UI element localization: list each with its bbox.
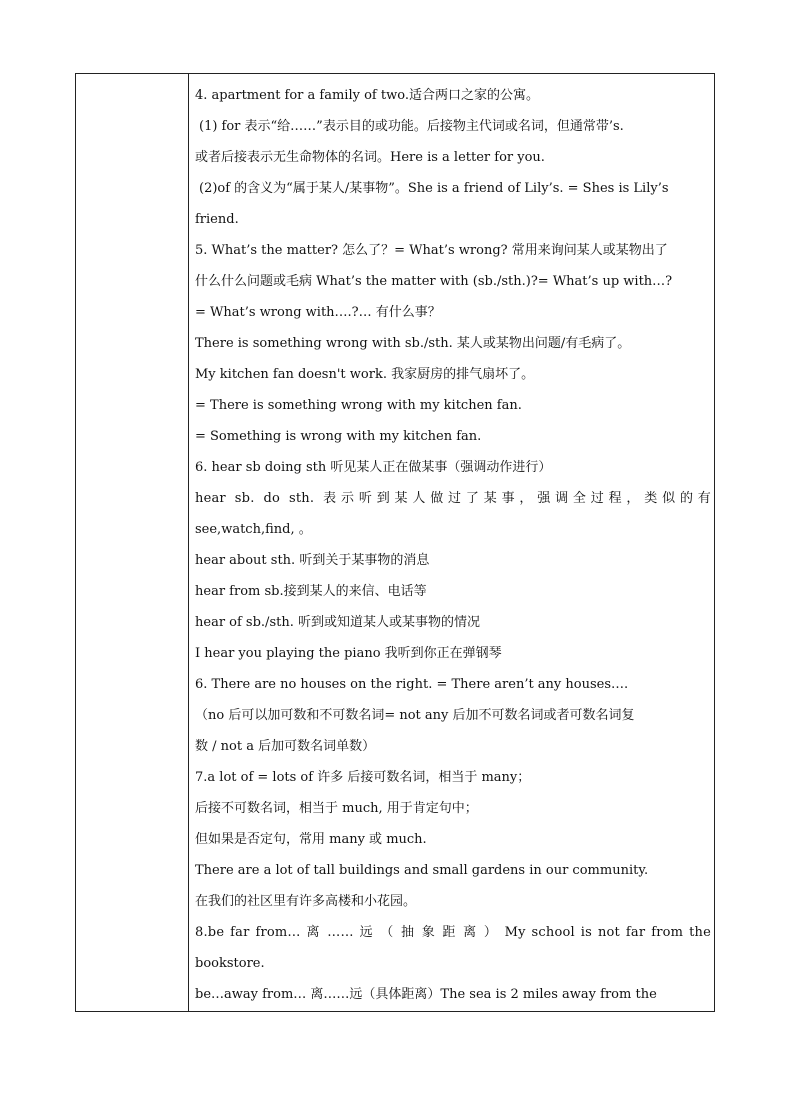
text-line: (2)of 的含义为“属于某人/某事物”。She is a friend of Lily’s. = Shes is Lily’s (199, 181, 669, 196)
text-line: hear of sb./sth. 听到或知道某人或某事物的情况 (195, 615, 480, 630)
text-line: be…away from… 离……远（具体距离）The sea is 2 miles away from the (195, 987, 657, 1002)
text-line: 在我们的社区里有许多高楼和小花园。 (195, 894, 417, 909)
text-line: 8.be far from… 离 …… 远 （ 抽 象 距 离 ） My school is not far from the (195, 925, 711, 940)
text-line: 数 / not a 后加可数名词单数） (195, 739, 376, 754)
text-line: 后接不可数名词，相当于 much, 用于肯定句中； (195, 801, 478, 816)
text-line: There are a lot of tall buildings and small gardens in our community. (195, 863, 649, 878)
text-line: There is something wrong with sb./sth. 某人或某物出问题/有毛病了。 (195, 336, 631, 351)
text-line: （no 后可以加可数和不可数名词= not any 后加不可数名词或者可数名词复 (195, 708, 635, 723)
text-line: 4. apartment for a family of two.适合两口之家的公寓。 (195, 88, 539, 103)
text-line: (1) for 表示“给……”表示目的或功能。后接物主代词或名词，但通常带’s. (199, 119, 624, 134)
text-line: hear sb. do sth. 表示听到某人做过了某事，强调全过程，类似的有 (195, 491, 711, 506)
text-line: = What’s wrong with….?… 有什么事？ (195, 305, 441, 320)
text-line: friend. (195, 212, 239, 227)
text-line: hear from sb.接到某人的来信、电话等 (195, 584, 427, 599)
text-line: I hear you playing the piano 我听到你正在弹钢琴 (195, 646, 502, 661)
text-line: 5. What’s the matter? 怎么了？= What’s wrong? 常用来询问某人或某物出了 (195, 243, 668, 258)
text-line: see,watch,find, 。 (195, 522, 312, 537)
text-line: 但如果是否定句，常用 many 或 much. (195, 832, 427, 847)
text-line: 什么什么问题或毛病 What’s the matter with (sb./sth.)?= What’s up with…? (195, 274, 673, 289)
text-line: hear about sth. 听到关于某事物的消息 (195, 553, 430, 568)
notes-table (75, 73, 715, 1012)
text-line: 6. There are no houses on the right. = There aren’t any houses…. (195, 677, 629, 692)
column-divider (188, 74, 189, 1011)
text-line: = Something is wrong with my kitchen fan. (195, 429, 482, 444)
text-line: bookstore. (195, 956, 265, 971)
text-line: = There is something wrong with my kitchen fan. (195, 398, 522, 413)
text-line: 或者后接表示无生命物体的名词。Here is a letter for you. (195, 150, 545, 165)
notes-cell (195, 80, 711, 1010)
text-line: 6. hear sb doing sth 听见某人正在做某事（强调动作进行） (195, 460, 552, 475)
text-line: My kitchen fan doesn't work. 我家厨房的排气扇坏了。 (195, 367, 535, 382)
text-line: 7.a lot of = lots of 许多 后接可数名词，相当于 many； (195, 770, 531, 785)
